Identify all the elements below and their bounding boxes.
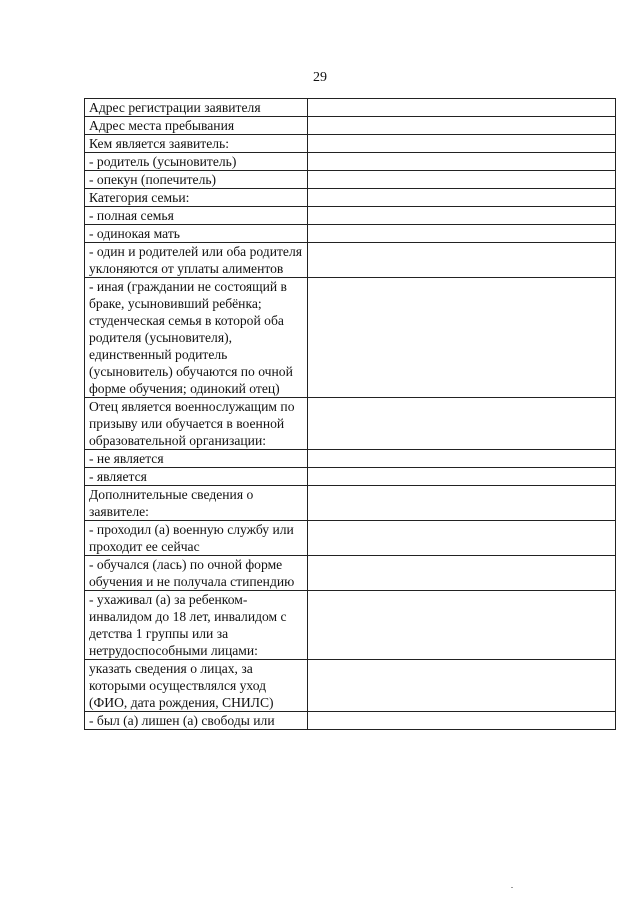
row-label: - является (85, 468, 308, 486)
table-row (85, 712, 616, 730)
row-value-field[interactable] (308, 189, 616, 207)
scan-mark (511, 887, 513, 888)
table-row (85, 189, 616, 207)
table-row (85, 171, 616, 189)
table-row (85, 468, 616, 486)
row-label: - одинокая мать (85, 225, 308, 243)
row-value-field[interactable] (308, 521, 616, 556)
row-label: Адрес регистрации заявителя (85, 99, 308, 117)
row-value-field[interactable] (308, 591, 616, 660)
row-label: - полная семья (85, 207, 308, 225)
row-value-field[interactable] (308, 486, 616, 521)
row-label: - один и родителей или оба родителя уклоняются от уплаты алиментов (85, 243, 308, 278)
table-row (85, 99, 616, 117)
row-value-field[interactable] (308, 135, 616, 153)
row-value-field[interactable] (308, 398, 616, 450)
row-value-field[interactable] (308, 278, 616, 398)
row-value-field[interactable] (308, 243, 616, 278)
row-label: - опекун (попечитель) (85, 171, 308, 189)
row-label: Категория семьи: (85, 189, 308, 207)
table-row (85, 398, 616, 450)
row-value-field[interactable] (308, 225, 616, 243)
row-label: - проходил (а) военную службу или проходит ее сейчас (85, 521, 308, 556)
application-form-table (84, 98, 616, 730)
row-label: Дополнительные сведения о заявителе: (85, 486, 308, 521)
table-row (85, 278, 616, 398)
page-number: 29 (313, 70, 327, 85)
row-label: - обучался (лась) по очной форме обучения и не получала стипендию (85, 556, 308, 591)
row-value-field[interactable] (308, 468, 616, 486)
row-label: - не является (85, 450, 308, 468)
row-value-field[interactable] (308, 660, 616, 712)
table-row (85, 486, 616, 521)
table-row (85, 660, 616, 712)
row-value-field[interactable] (308, 117, 616, 135)
row-label: - иная (граждании не состоящий в браке, усыновивший ребёнка; студенческая семья в которой оба родителя (усыновителя), единственный родитель (усыновитель) обучаются по очной форме обучения; одинокий отец) (85, 278, 308, 398)
row-label: Кем является заявитель: (85, 135, 308, 153)
row-label: Отец является военнослужащим по призыву или обучается в военной образовательной организации: (85, 398, 308, 450)
table-row (85, 207, 616, 225)
row-value-field[interactable] (308, 99, 616, 117)
row-value-field[interactable] (308, 153, 616, 171)
table-row (85, 450, 616, 468)
table-row (85, 556, 616, 591)
table-row (85, 153, 616, 171)
row-label: - ухаживал (а) за ребенком-инвалидом до 18 лет, инвалидом с детства 1 группы или за нетрудоспособными лицами: (85, 591, 308, 660)
table-row (85, 521, 616, 556)
row-label: - родитель (усыновитель) (85, 153, 308, 171)
row-label: - был (а) лишен (а) свободы или (85, 712, 308, 730)
table-row (85, 243, 616, 278)
table-row (85, 135, 616, 153)
row-value-field[interactable] (308, 450, 616, 468)
row-value-field[interactable] (308, 171, 616, 189)
table-row (85, 591, 616, 660)
row-value-field[interactable] (308, 207, 616, 225)
row-label: Адрес места пребывания (85, 117, 308, 135)
row-label: указать сведения о лицах, за которыми осуществлялся уход (ФИО, дата рождения, СНИЛС) (85, 660, 308, 712)
table-row (85, 225, 616, 243)
table-row (85, 117, 616, 135)
row-value-field[interactable] (308, 556, 616, 591)
row-value-field[interactable] (308, 712, 616, 730)
